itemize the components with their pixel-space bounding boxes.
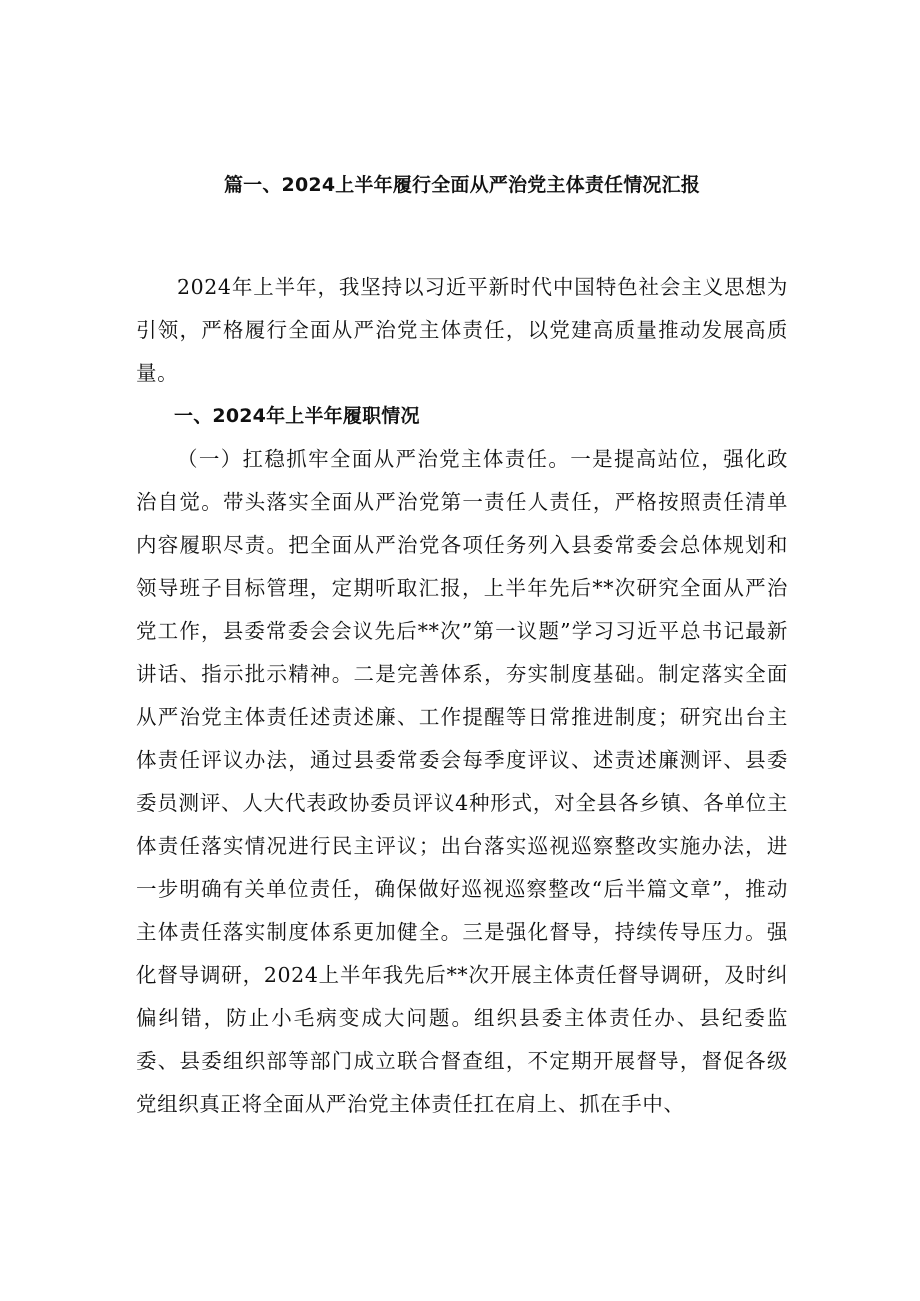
section-heading: 一、2024年上半年履职情况 [174,405,420,427]
intro-paragraph: 2024年上半年，我坚持以习近平新时代中国特色社会主义思想为引领，严格履行全面从严治党主体责任，以党建高质量推动发展高质量。 [136,275,788,385]
document-title: 篇一、2024上半年履行全面从严治党主体责任情况汇报 [223,174,701,196]
body-paragraph: （一）扛稳抓牢全面从严治党主体责任。一是提高站位，强化政治自觉。带头落实全面从严治党第一责任人责任，严格按照责任清单内容履职尽责。把全面从严治党各项任务列入县委常委会总体规划和领导班子目标管理，定期听取汇报，上半年先后**次研究全面从严治党工作，县委常委会会议先后**次”第一议题”学习习近平总书记最新讲话、指示批示精神。二是完善体系，夯实制度基础。制定落实全面从严治党主体责任述责述廉、工作提醒等日常推进制度；研究出台主体责任评议办法，通过县委常委会每季度评议、述责述廉测评、县委委员测评、人大代表政协委员评议4种形式，对全县各乡镇、各单位主体责任落实情况进行民主评议；出台落实巡视巡察整改实施办法，进一步明确有关单位责任，确保做好巡视巡察整改“后半篇文章”，推动主体责任落实制度体系更加健全。三是强化督导，持续传导压力。强化督导调研，2024上半年我先后**次开展主体责任督导调研，及时纠偏纠错，防止小毛病变成大问题。组织县委主体责任办、县纪委监委、县委组织部等部门成立联合督查组，不定期开展督导，督促各级党组织真正将全面从严治党主体责任扛在肩上、抓在手中、 [136,447,788,1116]
